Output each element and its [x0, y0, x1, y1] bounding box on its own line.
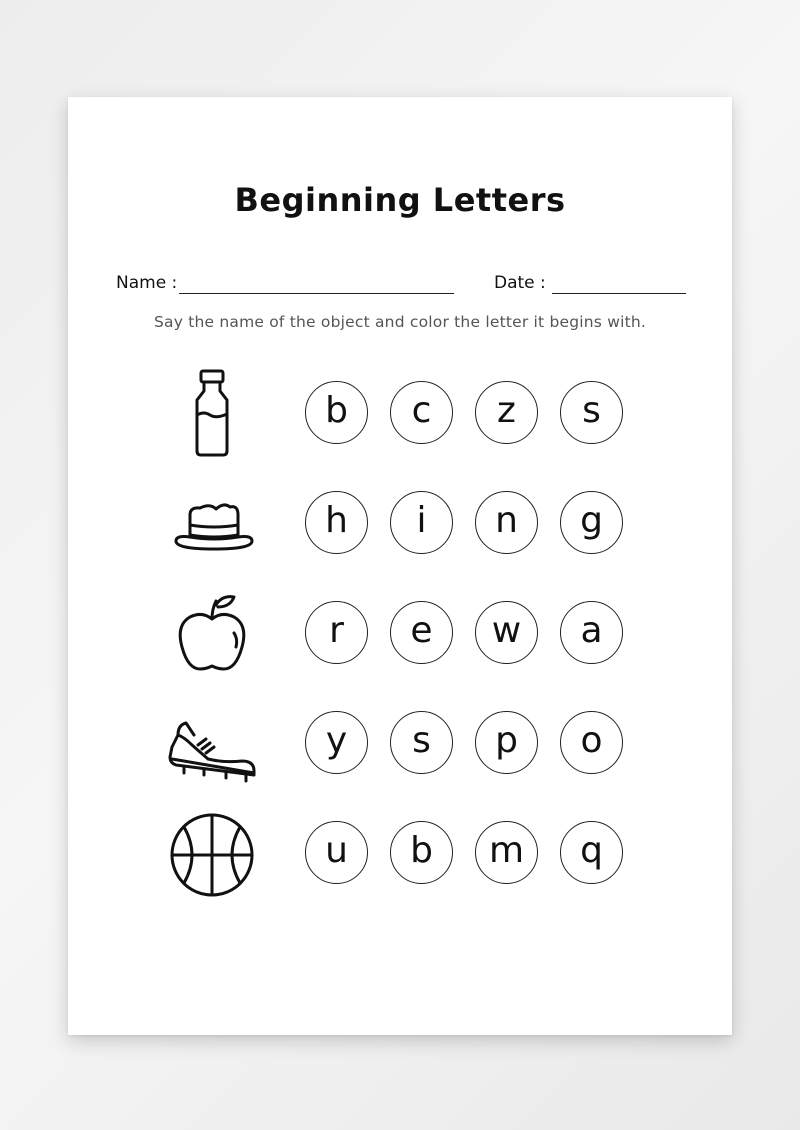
letter-circle[interactable]: s [560, 381, 623, 444]
basketball-icon [164, 809, 260, 899]
worksheet-page [68, 97, 732, 1035]
letter-circle[interactable]: w [475, 601, 538, 664]
row-3 [68, 589, 732, 679]
name-label: Name : [116, 273, 178, 293]
worksheet-title: Beginning Letters [234, 181, 566, 219]
letter-circle[interactable]: s [390, 711, 453, 774]
letter-circle[interactable]: b [390, 821, 453, 884]
letter-circle[interactable]: p [475, 711, 538, 774]
hat-icon [164, 479, 260, 569]
shoe-icon [164, 699, 260, 789]
letter-circle[interactable]: e [390, 601, 453, 664]
letter-circle[interactable]: m [475, 821, 538, 884]
letter-circle[interactable]: n [475, 491, 538, 554]
letter-circle[interactable]: h [305, 491, 368, 554]
instructions-text: Say the name of the object and color the letter it begins with. [153, 313, 647, 331]
letter-circle[interactable]: c [390, 381, 453, 444]
letter-circle[interactable]: z [475, 381, 538, 444]
row-1 [68, 369, 732, 459]
row-4 [68, 699, 732, 789]
letter-circle[interactable]: o [560, 711, 623, 774]
letter-circle[interactable]: u [305, 821, 368, 884]
letter-circle[interactable]: i [390, 491, 453, 554]
letter-circle[interactable]: g [560, 491, 623, 554]
letter-circle[interactable]: q [560, 821, 623, 884]
apple-icon [164, 589, 260, 679]
letter-circle[interactable]: r [305, 601, 368, 664]
letter-circle[interactable]: a [560, 601, 623, 664]
letter-circle[interactable]: y [305, 711, 368, 774]
date-label: Date : [494, 273, 546, 293]
letter-circle[interactable]: b [305, 381, 368, 444]
milk-bottle-icon [164, 369, 260, 459]
letter-grid [68, 97, 732, 1035]
row-5 [68, 809, 732, 899]
row-2 [68, 479, 732, 569]
